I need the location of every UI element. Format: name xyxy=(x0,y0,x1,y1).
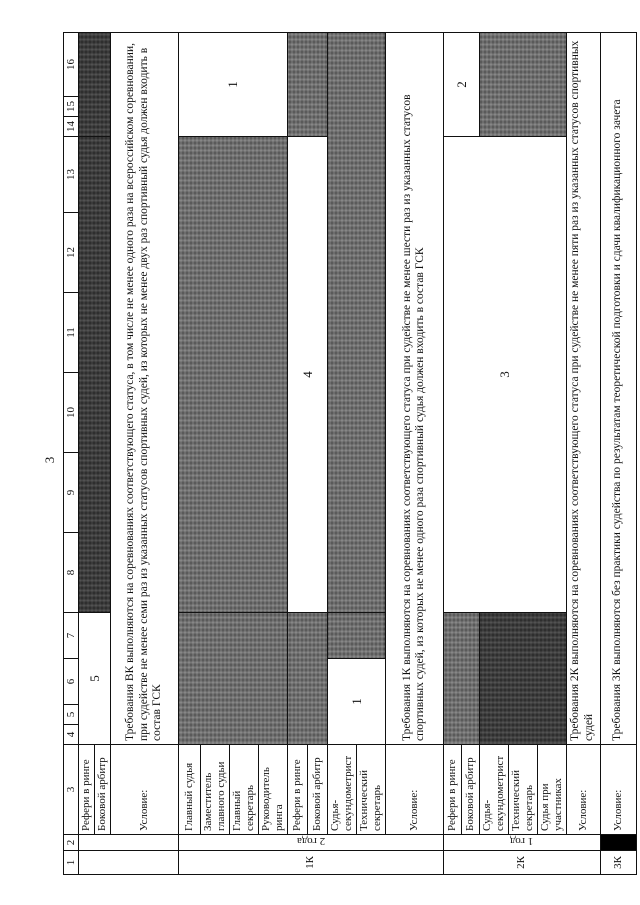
vk-condition-text: Требования ВК выполняются на соревнованиях соответствующего статуса, в том числе не менее одного раза на всероссийском соревновании, при судействе не менее семи раз из указанных статусов спортивных судей, из которых не менее двух раз спортивный судья должен входить в состав ГСК xyxy=(111,33,179,745)
header-col-3: 3 xyxy=(64,745,79,835)
header-col-11: 11 xyxy=(64,293,79,373)
k3-category-label: 3К xyxy=(611,856,624,869)
header-col-1: 1 xyxy=(64,851,79,875)
k2-category-label: 2К xyxy=(515,856,528,869)
table-row xyxy=(111,33,179,875)
header-col-8: 8 xyxy=(64,533,79,613)
k2-value-a-cell: 3 xyxy=(443,137,566,613)
role-cell: Рефери в ринге xyxy=(79,745,95,835)
vk-period-cell xyxy=(79,835,179,851)
header-col-14: 14 xyxy=(64,117,79,137)
table-row xyxy=(600,33,636,875)
role-cell: Боковой арбитр xyxy=(307,745,327,835)
k1-category-label: 1К xyxy=(304,856,317,869)
role-cell: Заместитель главного судьи xyxy=(201,745,230,835)
vk-value-cell: 5 xyxy=(79,613,111,745)
role-cell: Руководитель ринга xyxy=(258,745,287,835)
header-col-13: 13 xyxy=(64,137,79,213)
table-row xyxy=(327,33,356,875)
k1-shaded-cell xyxy=(179,613,288,745)
role-cell: Технический секретарь xyxy=(508,745,537,835)
header-col-4: 4 xyxy=(64,725,79,745)
role-cell: Рефери в ринге xyxy=(443,745,461,835)
k1-value-a-cell: 1 xyxy=(179,33,288,137)
header-col-9: 9 xyxy=(64,453,79,533)
k1-shaded-cell-right xyxy=(287,33,327,137)
k3-condition-text: Требования 3К выполняются без практики судейства по результатам теоретической подготовки и сдачи квалификационного зачета xyxy=(600,33,636,745)
k1-shaded-cell-bottom xyxy=(327,33,385,613)
header-col-2: 2 xyxy=(64,835,79,851)
role-cell: Рефери в ринге xyxy=(287,745,307,835)
k2-shaded-cell xyxy=(443,613,479,745)
k2-shaded-cell-right xyxy=(479,33,566,137)
table-row xyxy=(179,33,201,875)
header-col-15: 15 xyxy=(64,97,79,117)
header-row xyxy=(64,33,79,875)
condition-label: Условие: xyxy=(385,745,443,835)
k1-shaded-cell-small xyxy=(327,613,385,659)
k2-value-b-cell: 2 xyxy=(443,33,479,137)
condition-label: Условие: xyxy=(600,745,636,835)
k2-condition-text: Требования 2К выполняются на соревнованиях соответствующего статуса при судействе не менее пяти раз из указанных статусов спортивных судей xyxy=(566,33,600,745)
page-number: 3 xyxy=(42,456,57,464)
table-row xyxy=(443,33,461,875)
header-col-12: 12 xyxy=(64,213,79,293)
role-cell: Главный секретарь xyxy=(229,745,258,835)
role-cell xyxy=(179,745,201,835)
role-cell: Боковой арбитр xyxy=(95,745,111,835)
header-col-10: 10 xyxy=(64,373,79,453)
role-text: Главный судья xyxy=(183,762,196,831)
k2-period-label: 1 год xyxy=(509,835,534,847)
table-row xyxy=(566,33,600,875)
header-col-5: 5 xyxy=(64,705,79,725)
k1-value-b-cell: 4 xyxy=(287,137,327,613)
role-cell: Судья-секундометрист xyxy=(327,745,356,835)
rotated-table-container xyxy=(63,33,624,875)
role-cell: Технический секретарь xyxy=(356,745,385,835)
role-cell: Судья при участниках xyxy=(537,745,566,835)
k1-value-c-cell: 1 xyxy=(327,659,385,745)
k2-period-cell xyxy=(443,835,600,851)
k1-condition-text: Требования 1К выполняются на соревнованиях соответствующего статуса при судействе не менее шести раз из указанных статусов спортивных судей, из которых не менее одного раза спортивный судья должен входить в состав ГСК xyxy=(385,33,443,745)
k1-category-cell xyxy=(179,851,444,875)
vk-shaded-cell xyxy=(79,137,111,613)
k1-shaded-cell-mid xyxy=(179,137,288,613)
table-row xyxy=(79,33,95,875)
header-col-16: 16 xyxy=(64,33,79,97)
table-row xyxy=(385,33,443,875)
k1-shaded-cell-low xyxy=(287,613,327,745)
k3-period-cell xyxy=(600,835,636,851)
role-cell: Судья-секундометрист xyxy=(479,745,508,835)
k1-period-cell xyxy=(179,835,444,851)
qualification-requirements-table xyxy=(63,32,637,875)
condition-label: Условие: xyxy=(111,745,179,835)
header-col-7: 7 xyxy=(64,613,79,659)
k2-category-cell xyxy=(443,851,600,875)
vk-category-cell xyxy=(79,851,179,875)
k3-category-cell xyxy=(600,851,636,875)
k1-period-label: 2 года xyxy=(296,835,325,847)
table-row xyxy=(287,33,307,875)
header-col-6: 6 xyxy=(64,659,79,705)
vk-shaded-cell-end xyxy=(79,33,111,137)
condition-label: Условие: xyxy=(566,745,600,835)
role-cell: Боковой арбитр xyxy=(461,745,479,835)
k2-shaded-cell-low xyxy=(479,613,566,745)
